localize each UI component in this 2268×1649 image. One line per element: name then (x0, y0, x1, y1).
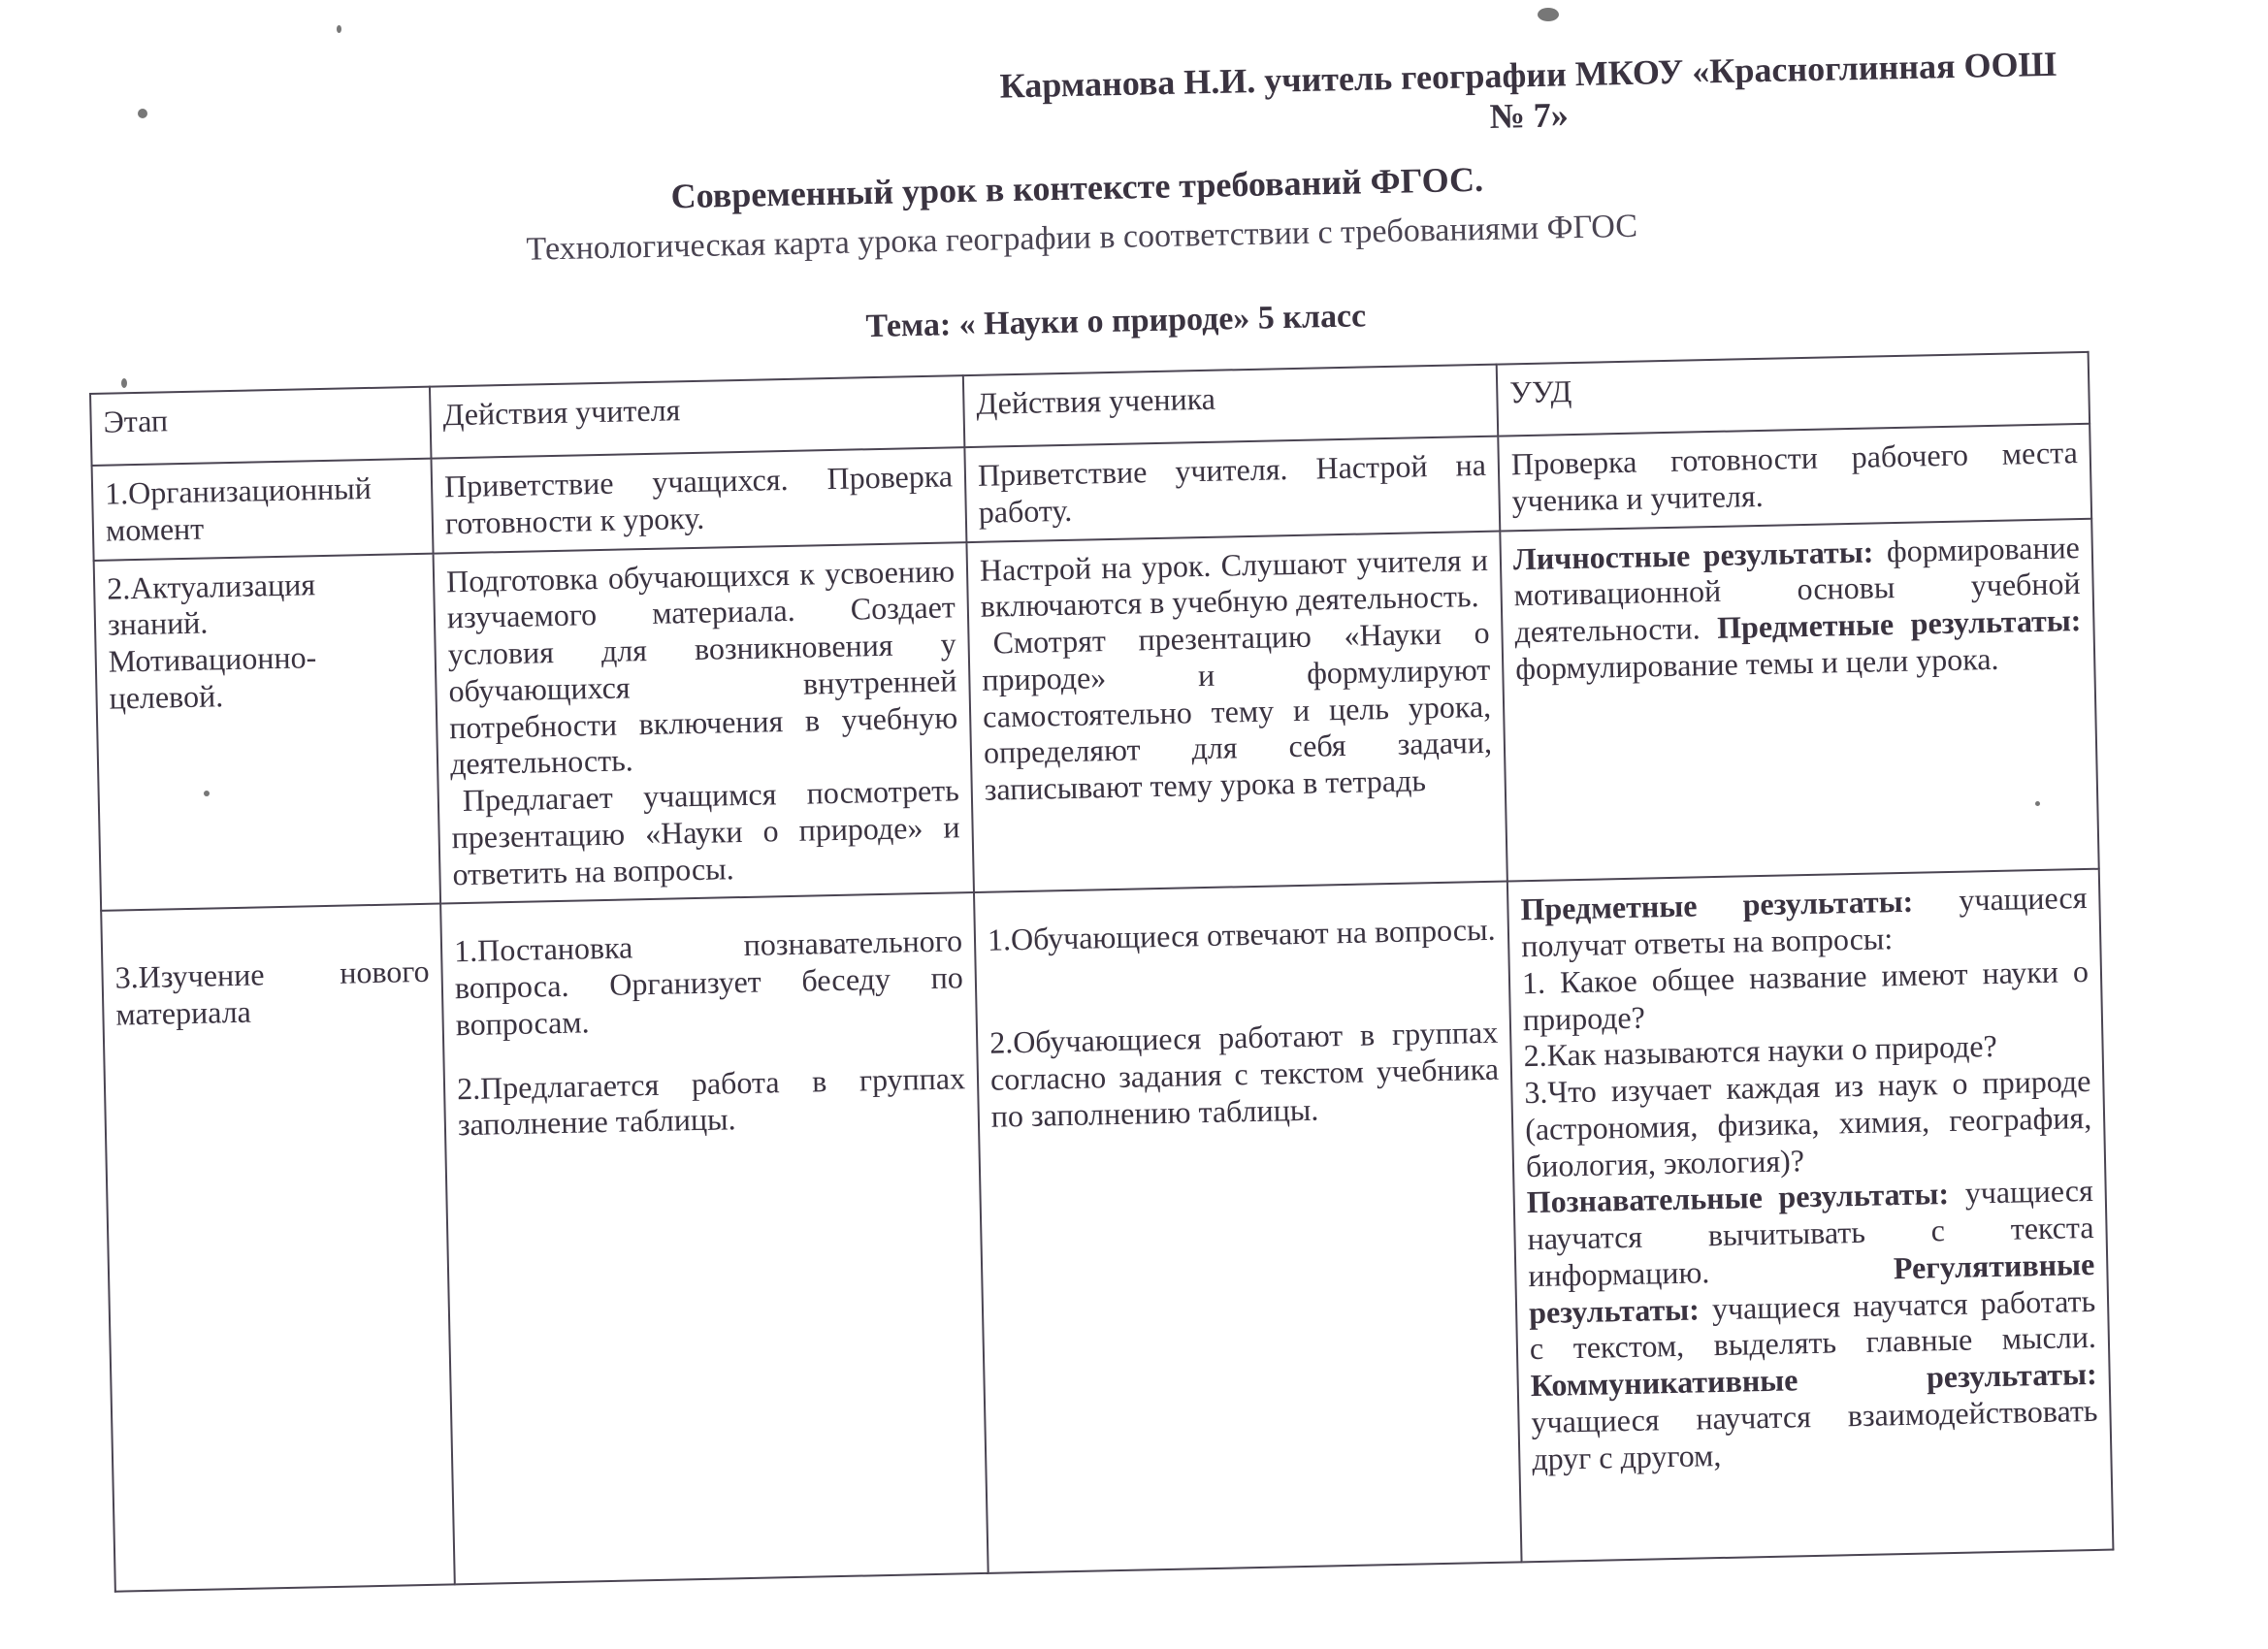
lesson-map-table-wrap (89, 351, 2112, 1593)
teacher-paragraph: Подготовка обучающихся к усвоению изучаемого материала. Создает условия для возникновения у обучающихся внутренней потребности включения в учебную деятельность. (445, 552, 958, 782)
scan-speck (1538, 8, 1559, 21)
uud-label: Предметные результаты: (1716, 602, 2082, 645)
cell-stage: 3.Изучение нового материала (101, 904, 455, 1592)
cell-student (974, 882, 1522, 1573)
uud-text: формирование мотивационной основы учебной деятельности. (1513, 529, 2081, 650)
uud-text: учащиеся научатся взаимодействовать друг с другом, (1531, 1392, 2098, 1476)
uud-label: Личностные результаты: (1512, 534, 1874, 576)
uud-text: формулирование темы и цели урока. (1514, 640, 1999, 687)
uud-label: Коммуникативные результаты: (1530, 1355, 2098, 1404)
teacher-paragraph: 1.Постановка познавательного вопроса. Организует беседу по вопросам. (453, 922, 964, 1042)
document-subtitle: Технологическая карта урока географии в соответствии с требованиями ФГОС (526, 208, 1638, 268)
cell-teacher: Приветствие учащихся. Проверка готовности к уроку. (431, 447, 966, 553)
header-stage: Этап (90, 387, 431, 466)
table-row (94, 518, 2099, 911)
uud-text: учащиеся получат ответы на вопросы: (1520, 880, 2088, 964)
uud-label: Предметные результаты: (1520, 883, 1914, 927)
scan-speck (2035, 801, 2040, 806)
uud-question: 3.Что изучает каждая из наук о природе (астрономия, физика, химия, география, биология, экология)? (1524, 1062, 2092, 1183)
student-paragraph: Смотрят презентацию «Науки о природе» и формулируют самостоятельно тему и цель урока, определяют для себя задачи, записывают тему урока в тетрадь (982, 614, 1493, 807)
document-title: Современный урок в контексте требований ФГОС. (670, 159, 1484, 216)
cell-uud (1507, 869, 2114, 1563)
cell-student: Приветствие учителя. Настрой на работу. (964, 436, 1500, 542)
scan-speck (337, 25, 341, 33)
uud-question: 1. Какое общее название имеют науки о природе? (1521, 953, 2090, 1037)
table-row (101, 869, 2113, 1592)
student-paragraph: 2.Обучающиеся работают в группах согласно задания с текстом учебника по заполнению таблицы. (988, 1014, 1500, 1134)
cell-uud: Проверка готовности рабочего места ученика и учителя. (1498, 424, 2091, 531)
cell-teacher (434, 542, 974, 904)
cell-uud (1500, 518, 2098, 881)
cell-stage: 1.Организационный момент (92, 459, 434, 561)
header-student: Действия ученика (963, 365, 1498, 448)
cell-teacher (440, 892, 988, 1584)
author-line: Карманова Н.И. учитель географии МКОУ «Красноглинная ООШ № 7» (999, 44, 2057, 136)
scan-speck (138, 109, 147, 118)
uud-text: учащиеся научатся работать с текстом, выделять главные мысли. (1529, 1282, 2097, 1367)
header-uud: УУД (1497, 352, 2090, 436)
uud-label: Регулятивные результаты: (1528, 1245, 2095, 1330)
scan-speck (121, 378, 127, 388)
uud-label: Познавательные результаты: (1526, 1176, 1950, 1220)
student-paragraph: Настрой на урок. Слушают учителя и включаются в учебную деятельность. (979, 541, 1489, 625)
uud-text: учащиеся научатся вычитывать с текста информацию. (1527, 1173, 2094, 1293)
header-teacher: Действия учителя (430, 375, 964, 459)
lesson-map-table (89, 351, 2114, 1593)
teacher-paragraph: 2.Предлагается работа в группах заполнение таблицы. (456, 1059, 966, 1143)
uud-question: 2.Как называются науки о природе? (1523, 1028, 1998, 1074)
lesson-theme: Тема: « Науки о природе» 5 класс (865, 298, 1367, 345)
teacher-paragraph: Предлагает учащимся посмотреть презентацию «Науки о природе» и ответить на вопросы. (451, 772, 960, 891)
student-paragraph: 1.Обучающиеся отвечают на вопросы. (987, 912, 1496, 957)
cell-student (966, 531, 1507, 892)
cell-stage: 2.Актуализация знаний. Мотивационно-целевой. (94, 553, 440, 911)
scan-speck (204, 791, 210, 796)
